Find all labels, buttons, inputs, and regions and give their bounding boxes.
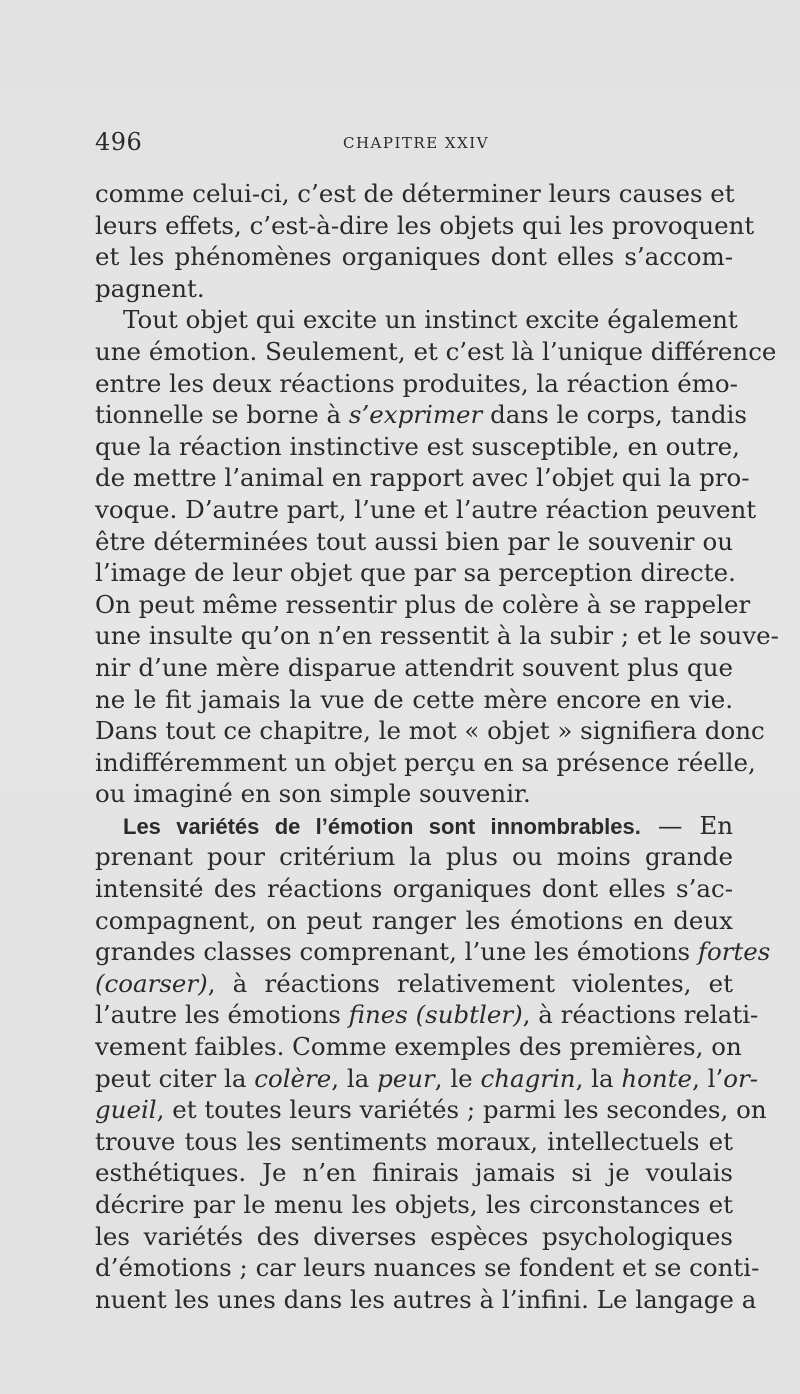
text-line <box>95 494 757 526</box>
text-segment: pagnent. <box>95 273 205 303</box>
italic-term: fortes <box>697 937 771 967</box>
text-line <box>95 557 736 589</box>
text-segment: Tout objet qui excite un instinct excite également <box>123 305 738 335</box>
text-line <box>95 1284 757 1316</box>
text-line <box>95 999 759 1031</box>
italic-term: honte <box>621 1063 693 1093</box>
text-segment: dans le corps, tandis <box>482 400 747 430</box>
text-line <box>95 1063 759 1095</box>
text-line <box>95 873 733 905</box>
text-segment: de mettre l’animal en rapport avec l’objet qui la pro- <box>95 463 750 493</box>
text-segment: , la <box>331 1063 378 1093</box>
italic-term: colère <box>254 1063 332 1093</box>
text-segment: Dans tout ce chapitre, le mot « objet » signifiera donc <box>95 716 765 746</box>
text-segment: une émotion. Seulement, et c’est là l’unique différence <box>95 336 777 366</box>
text-line <box>95 210 755 242</box>
text-segment: comme celui-ci, c’est de déterminer leurs causes et <box>95 179 735 208</box>
text-line <box>95 462 750 494</box>
italic-term: (coarser) <box>95 968 208 998</box>
text-segment: , à réactions relativement violentes, et <box>207 968 733 998</box>
text-segment: d’émotions ; car leurs nuances se fondent et se conti- <box>95 1253 760 1283</box>
text-line <box>95 1031 742 1063</box>
text-segment: vement faibles. Comme exemples des premières, on <box>95 1032 742 1062</box>
text-segment: ou imaginé en son simple souvenir. <box>95 779 531 809</box>
text-segment: nir d’une mère disparue attendrit souvent plus que <box>95 652 733 682</box>
text-line <box>95 589 751 621</box>
text-segment: peut citer la <box>95 1063 255 1093</box>
text-line <box>95 778 733 810</box>
body-text <box>95 178 779 1315</box>
text-line <box>95 241 733 273</box>
text-segment: nuent les unes dans les autres à l’infini. Le langage a <box>95 1284 757 1314</box>
text-line <box>95 336 777 368</box>
text-line <box>95 1126 733 1158</box>
italic-term: chagrin <box>480 1063 576 1093</box>
text-segment: compagnent, on peut ranger les émotions en deux <box>95 905 733 935</box>
text-segment: — En <box>640 810 733 840</box>
text-line <box>95 1221 733 1253</box>
page-number: 496 <box>95 128 143 156</box>
text-segment: intensité des réactions organiques dont elles s’ac- <box>95 874 733 904</box>
text-line <box>95 620 779 652</box>
text-line <box>95 368 738 400</box>
text-segment: ne le fit jamais la vue de cette mère encore en vie. <box>95 684 733 714</box>
text-segment: et les phénomènes organiques dont elles s’accom- <box>95 242 733 272</box>
text-line <box>95 747 756 779</box>
text-line <box>95 652 733 684</box>
text-segment: , le <box>434 1063 481 1093</box>
text-line <box>95 178 733 210</box>
text-segment: trouve tous les sentiments moraux, intellectuels et <box>95 1126 733 1156</box>
italic-term: or- <box>723 1063 759 1093</box>
text-line <box>95 1252 760 1284</box>
text-segment: indifféremment un objet perçu en sa présence réelle, <box>95 747 756 777</box>
text-line <box>95 968 733 1000</box>
italic-term: s’exprimer <box>348 400 483 430</box>
text-segment: entre les deux réactions produites, la réaction émo- <box>95 368 738 398</box>
text-line <box>95 526 733 558</box>
text-segment: l’image de leur objet que par sa perception directe. <box>95 558 736 588</box>
text-line <box>95 1094 767 1126</box>
text-segment: prenant pour critérium la plus ou moins grande <box>95 842 733 872</box>
chapter-title: CHAPITRE XXIV <box>343 134 490 152</box>
text-line <box>95 273 733 305</box>
italic-term: peur <box>377 1063 435 1093</box>
text-line <box>95 304 738 336</box>
text-line <box>95 841 733 873</box>
text-line <box>95 810 733 842</box>
text-line <box>95 431 740 463</box>
text-segment: les variétés des diverses espèces psychologiques <box>95 1221 733 1251</box>
text-segment: leurs effets, c’est-à-dire les objets qui les provoquent <box>95 210 755 240</box>
text-segment: que la réaction instinctive est susceptible, en outre, <box>95 431 740 461</box>
text-segment: tionnelle se borne à <box>95 400 349 430</box>
text-segment: , et toutes leurs variétés ; parmi les secondes, on <box>156 1095 767 1125</box>
text-segment: décrire par le menu les objets, les circonstances et <box>95 1190 733 1219</box>
italic-term: fines (subtler) <box>348 1000 523 1030</box>
text-line <box>95 905 733 937</box>
text-line <box>95 684 733 716</box>
running-head <box>95 128 735 158</box>
text-segment: une insulte qu’on n’en ressentit à la subir ; et le souve- <box>95 621 779 651</box>
text-segment: l’autre les émotions <box>95 1000 349 1030</box>
text-line <box>95 936 771 968</box>
text-segment: , la <box>575 1063 622 1093</box>
text-segment: , à réactions relati- <box>522 1000 759 1030</box>
text-line <box>95 715 765 747</box>
section-heading: Les variétés de l’émotion sont innombrables. <box>123 813 641 839</box>
text-line <box>95 399 747 431</box>
text-segment: grandes classes comprenant, l’une les émotions <box>95 937 698 967</box>
italic-term: gueil <box>95 1095 157 1125</box>
text-segment: être déterminées tout aussi bien par le souvenir ou <box>95 526 733 556</box>
text-line <box>95 1157 733 1189</box>
text-segment: voque. D’autre part, l’une et l’autre réaction peuvent <box>95 494 757 524</box>
text-segment: On peut même ressentir plus de colère à se rappeler <box>95 589 751 619</box>
text-line <box>95 1189 733 1221</box>
text-segment: , l’ <box>692 1063 724 1093</box>
text-segment: esthétiques. Je n’en finirais jamais si je voulais <box>95 1158 733 1188</box>
